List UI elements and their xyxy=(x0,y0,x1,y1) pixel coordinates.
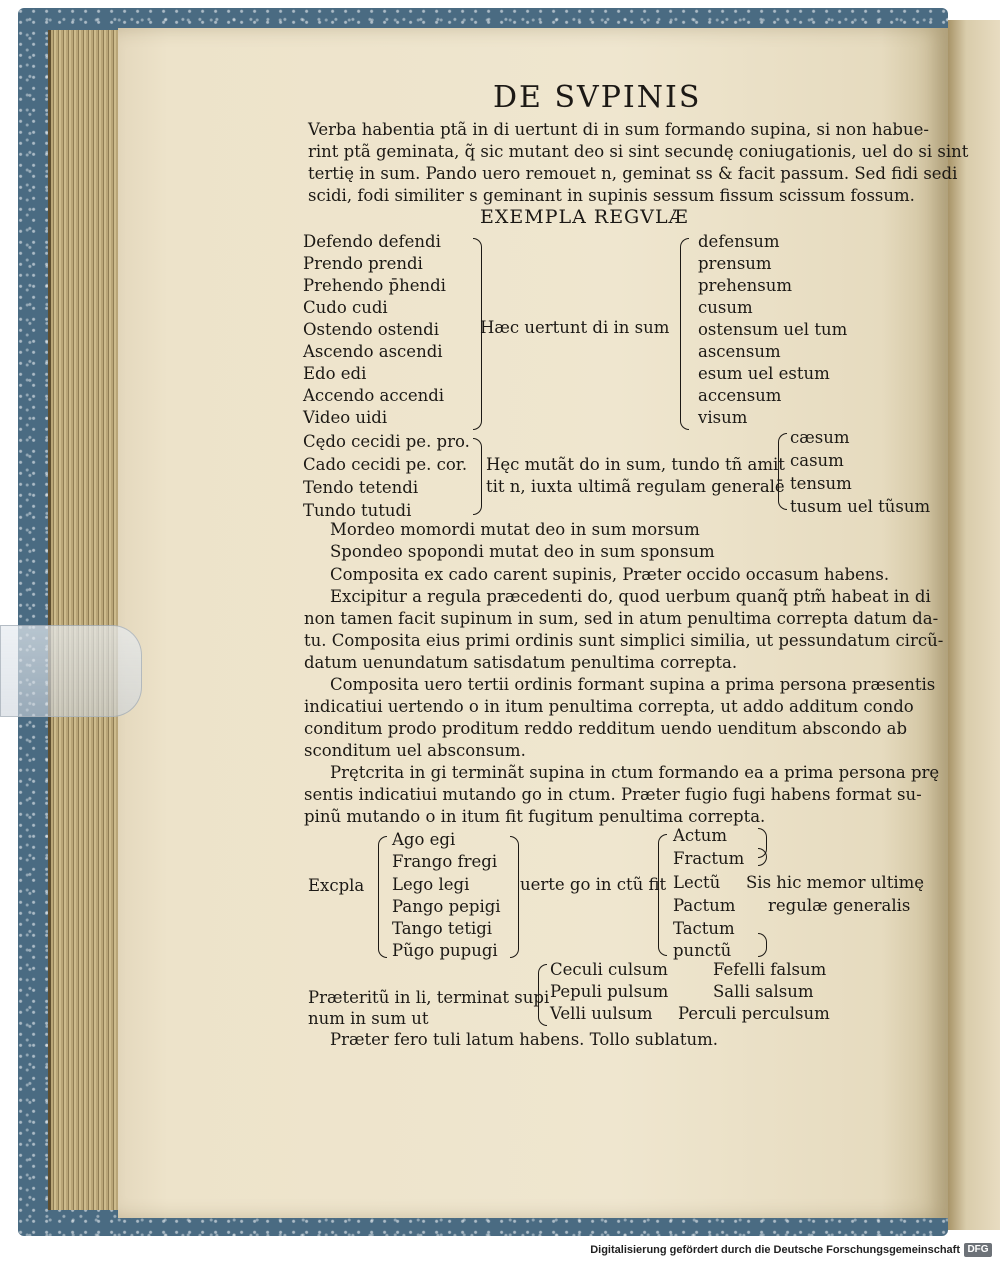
final-line: Præter fero tuli latum habens. Tollo sublatum. xyxy=(330,1030,718,1049)
group-4-rule: num in sum ut xyxy=(308,1009,429,1028)
page-clip xyxy=(0,625,142,717)
supine-form: Salli salsum xyxy=(713,982,814,1001)
supine-form: prensum xyxy=(698,254,772,273)
verb-form: Prehendo p̄hendi xyxy=(303,276,446,295)
supine-form: Actum xyxy=(673,826,728,845)
supine-form: tusum uel tũsum xyxy=(790,497,931,516)
supine-form: accensum xyxy=(698,386,782,405)
group-2-rule: tit n, iuxta ultimã regulam generalē xyxy=(486,477,785,496)
supine-form: visum xyxy=(698,408,748,427)
body-line: Composita ex cado carent supinis, Præter occido occasum habens. xyxy=(330,565,890,584)
supine-form: Ceculi culsum xyxy=(550,960,668,979)
body-line: Excipitur a regula præcedenti do, quod uerbum quanq̃ ptm̃ habeat in di xyxy=(330,587,931,606)
verb-form: Frango fregi xyxy=(392,852,498,871)
supine-form: Tactum xyxy=(673,919,735,938)
body-line: non tamen facit supinum in sum, sed in atum penultima correpta datum da- xyxy=(304,609,939,628)
supine-form: Lectũ xyxy=(673,873,721,892)
verb-form: Tendo tetendi xyxy=(303,478,419,497)
body-line: sentis indicatiui mutando go in ctum. Præter fugio fugi habens format su- xyxy=(304,785,922,804)
verb-form: Pango pepigi xyxy=(392,897,501,916)
brace xyxy=(378,836,387,958)
brace xyxy=(758,933,767,957)
body-line: Mordeo momordi mutat deo in sum morsum xyxy=(330,520,700,539)
exempla-heading: EXEMPLA REGVLÆ xyxy=(480,206,689,228)
body-line: tu. Composita eius primi ordinis sunt simplici similia, ut pessundatum circũ- xyxy=(304,631,944,650)
footer xyxy=(0,1240,1000,1261)
body-line: Prętcrita in gi terminãt supina in ctum formando ea a prima persona prę xyxy=(330,763,940,782)
verb-form: Lego legi xyxy=(392,875,470,894)
body-line: Composita uero tertii ordinis formant supina a prima persona præsentis xyxy=(330,675,936,694)
facing-page-bleed xyxy=(948,20,1000,1230)
facing-page xyxy=(948,20,1000,1230)
body-line: datum uenundatum satisdatum penultima correpta. xyxy=(304,653,738,672)
brace xyxy=(680,238,689,430)
intro-line: tertię in sum. Pando uero remouet n, geminat ss & facit passum. Sed fidi sedi xyxy=(308,164,958,183)
supine-form: prehensum xyxy=(698,276,792,295)
supine-form: Pepuli pulsum xyxy=(550,982,669,1001)
group-2-rule: Hęc mutãt do in sum, tundo tñ amit xyxy=(486,455,785,474)
supine-form: Fractum xyxy=(673,849,745,868)
supine-form: esum uel estum xyxy=(698,364,830,383)
intro-line: Verba habentia ptã in di uertunt di in sum formando supina, si non habue- xyxy=(308,120,929,139)
page-title: DE SVPINIS xyxy=(493,80,702,115)
supine-form: Velli uulsum xyxy=(550,1004,653,1023)
supine-form: casum xyxy=(790,451,844,470)
intro-line: scidi, fodi similiter s geminant in supinis sessum fissum scissum fossum. xyxy=(308,186,915,205)
brace xyxy=(473,438,482,515)
body-line: indicatiui uertendo o in itum penultima correpta, ut addo additum condo xyxy=(304,697,914,716)
brace xyxy=(510,836,519,958)
verb-form: Video uidi xyxy=(303,408,388,427)
supine-form: cusum xyxy=(698,298,753,317)
memory-note: Sis hic memor ultimę xyxy=(746,873,925,892)
verb-form: Edo edi xyxy=(303,364,367,383)
group-3-rule: uerte go in ctũ fit xyxy=(520,875,667,894)
supine-form: Perculi perculsum xyxy=(678,1004,830,1023)
memory-note: regulæ generalis xyxy=(768,896,911,915)
body-line: pinũ mutando o in itum fit fugitum penultima correpta. xyxy=(304,807,766,826)
supine-form: Pactum xyxy=(673,896,736,915)
group-1-rule: Hæc uertunt di in sum xyxy=(480,318,670,337)
verb-form: Tundo tutudi xyxy=(303,501,412,520)
supine-form: punctũ xyxy=(673,941,732,960)
book-page xyxy=(118,28,969,1218)
supine-form: ostensum uel tum xyxy=(698,320,848,339)
verb-form: Tango tetigi xyxy=(392,919,493,938)
supine-form: Fefelli falsum xyxy=(713,960,827,979)
verb-form: Ascendo ascendi xyxy=(303,342,443,361)
brace xyxy=(658,834,667,956)
verb-form: Pũgo pupugi xyxy=(392,941,498,960)
group-4-rule: Præteritũ in li, terminat supi xyxy=(308,988,550,1007)
verb-form: Accendo accendi xyxy=(303,386,445,405)
body-line: sconditum uel absconsum. xyxy=(304,741,526,760)
verb-form: Cędo cecidi pe. pro. xyxy=(303,432,470,451)
funding-credit: Digitalisierung gefördert durch die Deutsche Forschungsgemeinschaft xyxy=(590,1244,960,1256)
verb-form: Ago egi xyxy=(392,830,456,849)
intro-line: rint ptã geminata, q̃ sic mutant deo si sint secundę coniugationis, uel do si sint xyxy=(308,142,969,161)
brace xyxy=(778,433,787,510)
body-line: conditum prodo proditum reddo redditum uendo uenditum abscondo ab xyxy=(304,719,908,738)
supine-form: ascensum xyxy=(698,342,781,361)
supine-form: cæsum xyxy=(790,428,850,447)
verb-form: Cado cecidi pe. cor. xyxy=(303,455,468,474)
verb-form: Defendo defendi xyxy=(303,232,441,251)
verb-form: Cudo cudi xyxy=(303,298,388,317)
exempla-label: Excpla xyxy=(308,876,365,895)
body-line: Spondeo spopondi mutat deo in sum sponsum xyxy=(330,542,715,561)
brace xyxy=(538,964,547,1026)
dfg-logo: DFG xyxy=(964,1243,992,1257)
verb-form: Prendo prendi xyxy=(303,254,423,273)
verb-form: Ostendo ostendi xyxy=(303,320,440,339)
supine-form: defensum xyxy=(698,232,780,251)
supine-form: tensum xyxy=(790,474,852,493)
